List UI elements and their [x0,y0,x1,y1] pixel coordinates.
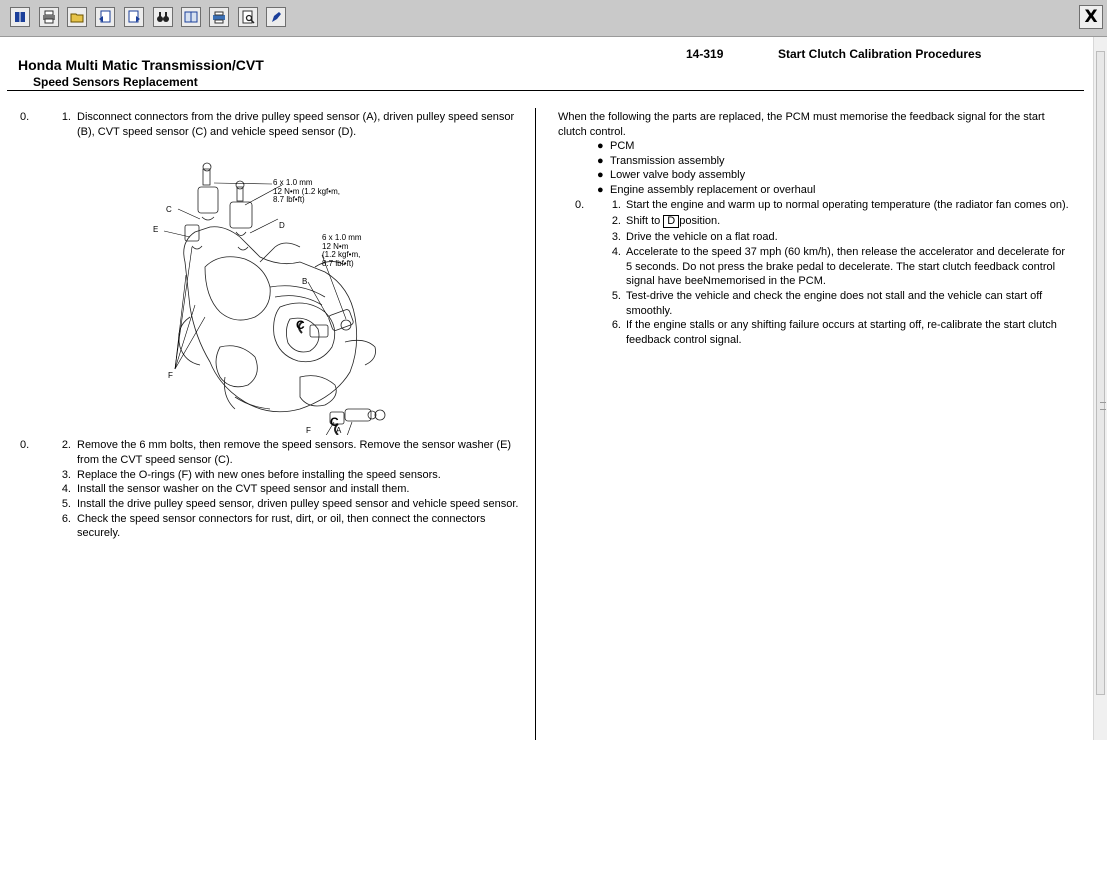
callout-label-e: E [153,225,159,234]
step-group-index: 0. [575,199,585,211]
step-text: Start the engine and warm up to normal operating temperature (the radiator fan comes on). [626,199,1069,211]
step-number: 4. [61,483,71,495]
step-number: 2. [61,439,71,451]
step-group-index: 0. [20,111,30,123]
step-text: Install the drive pulley speed sensor, driven pulley speed sensor and vehicle speed sensor. [77,498,519,510]
bullet-text: Transmission assembly [610,155,725,167]
open-folder-icon[interactable] [67,7,87,27]
bullet-text: Lower valve body assembly [610,169,746,181]
step-text: from the CVT speed sensor (C). [77,454,233,466]
previous-page-icon[interactable] [95,7,115,27]
header-divider [7,90,1084,91]
step-text: Remove the 6 mm bolts, then remove the speed sensors. Remove the sensor washer (E) [77,439,512,451]
callout-label-a: A [336,426,342,435]
torque-spec-2 [322,234,362,268]
step-number: 3. [61,469,71,481]
step-text [626,214,720,229]
scrollbar-grip-icon [1100,402,1106,410]
step-number: 1. [611,199,621,211]
binoculars-find-icon[interactable] [153,7,173,27]
step-text: Install the sensor washer on the CVT speed sensor and install them. [77,483,410,495]
torque-spec-1 [273,179,340,205]
intro-text: When the following the parts are replaced, the PCM must memorise the feedback signal for the start [558,111,1045,123]
torque-spec-line: 8.7 lbf•ft) [322,258,354,268]
vertical-scrollbar[interactable] [1093,37,1107,740]
step-text-prefix: Shift to [626,215,664,227]
section-title: Honda Multi Matic Transmission/CVT [18,57,264,73]
step-group-index: 0. [20,439,30,451]
bullet-mark: ● [597,184,604,196]
step-text: securely. [77,527,121,539]
section-subtitle: Speed Sensors Replacement [33,75,198,89]
callout-label-f-bottom: F [306,426,311,435]
scrollbar-thumb[interactable] [1096,51,1105,695]
step-text: If the engine stalls or any shifting failure occurs at starting off, re-calibrate the start clutch [626,319,1057,331]
step-text-suffix: position. [679,215,721,227]
step-text: Disconnect connectors from the drive pulley speed sensor (A), driven pulley speed sensor [77,111,515,123]
step-number: 2. [611,215,621,227]
bullet-text: Engine assembly replacement or overhaul [610,184,816,196]
bullet-mark: ● [597,169,604,181]
callout-label-c-mid: C [296,318,305,332]
callout-label-c: C [166,205,172,214]
gear-position-indicator: D [663,215,679,228]
step-text: (B), CVT speed sensor (C) and vehicle speed sensor (D). [77,126,357,138]
step-text: smoothly. [626,305,673,317]
highlight-icon[interactable] [266,7,286,27]
torque-spec-line: (1.2 kgf•m, [322,250,361,259]
callout-label-c-low: C [330,415,339,429]
printer-setup-icon[interactable] [209,7,229,27]
torque-spec-line: 12 N•m (1.2 kgf•m, [273,186,340,196]
page-number: 14-319 [686,47,724,61]
torque-spec-line: 8.7 lbf•ft) [273,195,305,204]
callout-label-b: B [302,277,308,286]
torque-spec-line: 6 x 1.0 mm [322,233,362,242]
document-page [0,37,1092,740]
speed-sensor-location-illustration [150,147,400,435]
step-text: Replace the O-rings (F) with new ones before installing the speed sensors. [77,469,441,481]
step-number: 4. [611,246,621,258]
step-number: 6. [611,319,621,331]
step-text: Drive the vehicle on a flat road. [626,231,778,243]
step-number: 1. [61,111,71,123]
step-text: Accelerate to the speed 37 mph (60 km/h), then release the accelerator and decelerate for [626,246,1066,258]
procedure-title: Start Clutch Calibration Procedures [778,47,982,61]
bullet-mark: ● [597,155,604,167]
contents-book-icon[interactable] [10,7,30,27]
print-icon[interactable] [39,7,59,27]
step-text: feedback control signal. [626,334,742,346]
step-number: 6. [61,513,71,525]
intro-text: clutch control. [558,126,626,138]
close-button[interactable]: X [1079,5,1103,29]
step-text: Test-drive the vehicle and check the engine does not stall and the vehicle can start off [626,290,1043,302]
step-text: signal have beeNmemorised in the PCM. [626,275,826,287]
step-number: 3. [611,231,621,243]
callout-label-f: F [168,371,173,380]
book-reader-icon[interactable] [181,7,201,27]
callout-label-d: D [279,221,285,230]
toolbar [0,0,1107,37]
bullet-text: PCM [610,140,635,152]
print-preview-icon[interactable] [238,7,258,27]
step-number: 5. [611,290,621,302]
torque-spec-line: 12 N•m [322,241,349,251]
step-text: 5 seconds. Do not press the brake pedal to decelerate. The start clutch feedback control [626,261,1056,273]
step-text: Check the speed sensor connectors for rust, dirt, or oil, then connect the connectors [77,513,486,525]
bullet-mark: ● [597,140,604,152]
step-number: 5. [61,498,71,510]
next-page-icon[interactable] [124,7,144,27]
column-divider [535,108,536,740]
torque-spec-line: 6 x 1.0 mm [273,178,313,187]
